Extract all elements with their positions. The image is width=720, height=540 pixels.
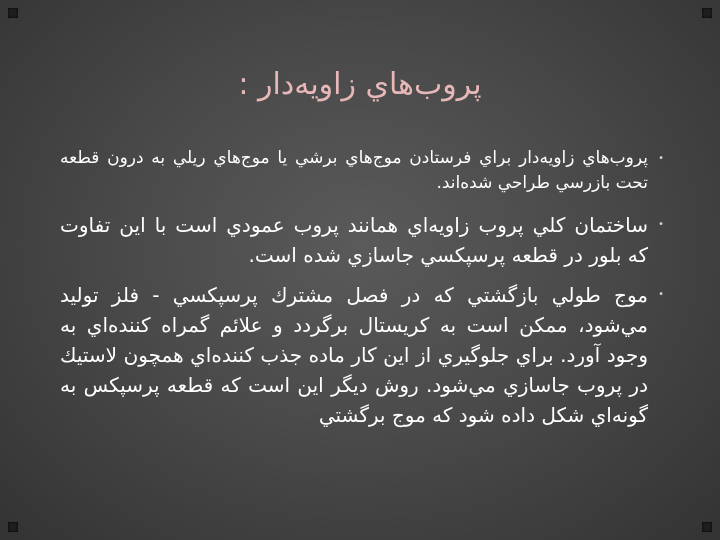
bullet-item xyxy=(60,146,662,196)
corner-square-top-left xyxy=(8,8,18,18)
bullet-item xyxy=(60,210,662,270)
bullet-text: ساختمان كلي پروب زاويه‌اي همانند پروب عمودي است با اين تفاوت كه بلور در قطعه پرسپكسي جاسازي شده است. xyxy=(60,213,648,267)
slide-title: پروب‌هاي زاويه‌دار : xyxy=(238,67,482,102)
bullet-marker-icon: • xyxy=(658,289,664,300)
corner-square-top-right xyxy=(702,8,712,18)
corner-square-bottom-left xyxy=(8,522,18,532)
bullet-marker-icon: • xyxy=(658,153,664,164)
corner-square-bottom-right xyxy=(702,522,712,532)
bullet-text: موج طولي بازگشتي كه در فصل مشترك پرسپكسي - فلز توليد مي‌شود، ممكن است به كريستال برگردد و علائم گمراه كننده‌اي به وجود آورد. براي جلوگيري از اين كار ماده جذب كننده‌اي همچون لاستيك در پروب جاسازي مي‌شود. روش ديگر اين است كه قطعه پرسپكس به گونه‌اي شكل داده شود كه موج برگشتي xyxy=(60,283,648,427)
bullet-marker-icon: • xyxy=(658,219,664,230)
bullet-item xyxy=(60,280,662,430)
bullet-list xyxy=(60,146,662,540)
bullet-text: پروب‌هاي زاويه‌دار براي فرستادن موج‌هاي برشي يا موج‌هاي ريلي به درون قطعه تحت بازرسي طراحي شده‌اند. xyxy=(60,148,648,193)
